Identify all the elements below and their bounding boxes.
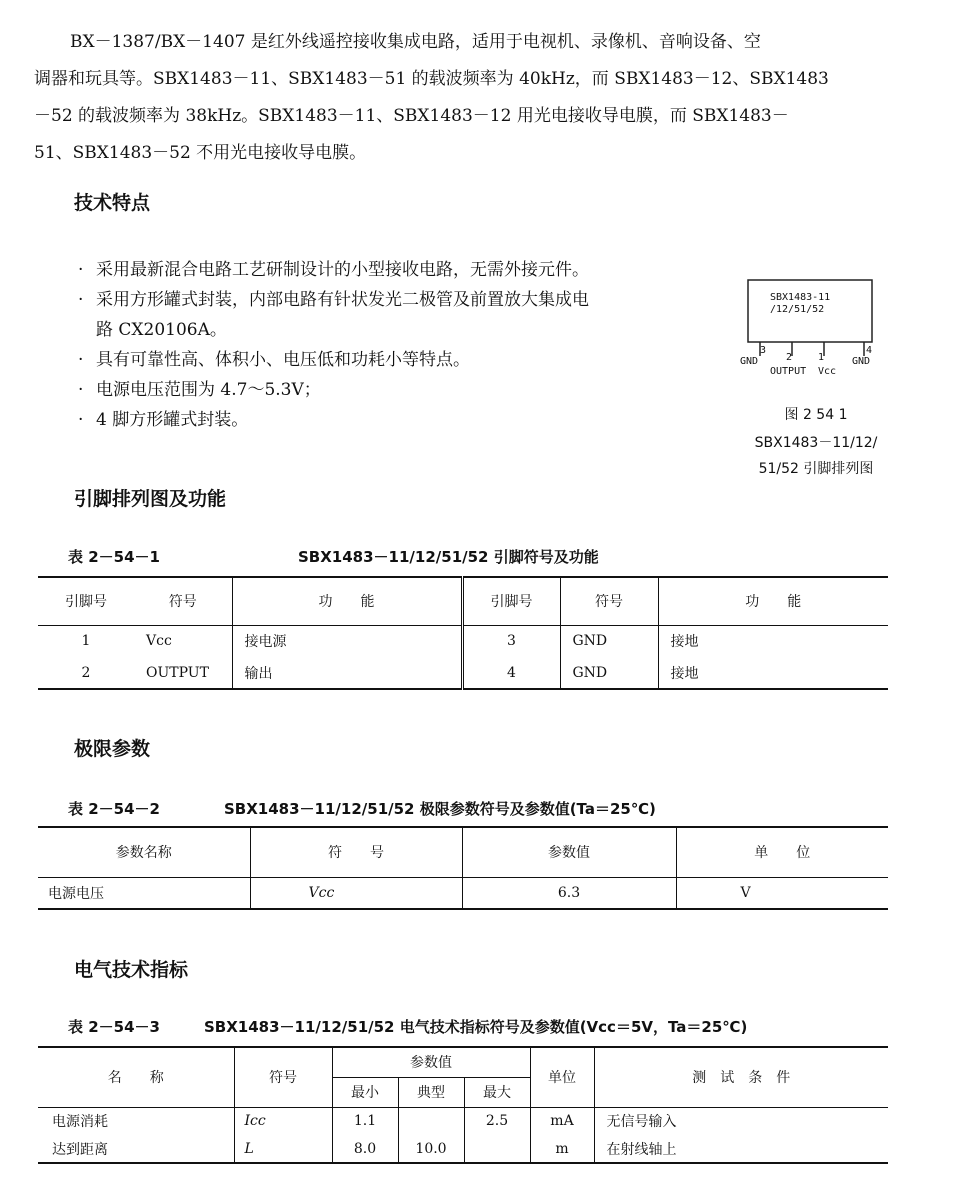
pin-number-2: 2 (786, 352, 793, 363)
table1-pin-functions (38, 576, 888, 690)
header-max: 最大 (464, 1077, 530, 1107)
table-header-row (38, 1047, 888, 1077)
cell-function: 接地 (670, 634, 699, 651)
pin-number-4: 4 (866, 345, 873, 356)
header-symbol: 符 号 (250, 827, 462, 877)
cell-name: 达到距离 (38, 1135, 234, 1163)
cell-symbol: Vcc (250, 877, 462, 909)
cell-symbol: GND (560, 625, 658, 657)
table2-caption (68, 798, 888, 818)
features-list (76, 255, 736, 435)
table3-title: SBX1483－11/12/51/52 电气技术指标符号及参数值(Vcc＝5V，Ta＝25℃) (204, 1018, 748, 1036)
pin-label-vcc: Vcc (818, 366, 837, 377)
cell-pin: 4 (462, 657, 560, 689)
feature-item: · 采用方形罐式封装，内部电路有针状发光二极管及前置放大集成电 (76, 285, 736, 315)
cell-symbol: L (234, 1135, 332, 1163)
pin-number-3: 3 (760, 345, 767, 356)
cell-pin: 2 (81, 664, 91, 681)
cell-function: 接地 (670, 665, 699, 682)
header-symbol: 符号 (560, 577, 658, 625)
cell-symbol: Icc (234, 1107, 332, 1135)
intro-line-1: BX－1387/BX－1407 是红外线遥控接收集成电路，适用于电视机、录像机、音响设备、空 (70, 32, 761, 52)
table-header-row (38, 827, 888, 877)
table1-number: 表 2－54－1 (68, 548, 160, 566)
chip-label-line-1: SBX1483-11 (770, 292, 831, 303)
header-param-values: 参数值 (332, 1047, 530, 1077)
table3-electrical-specs (38, 1046, 888, 1164)
header-pin-no: 引脚号 (462, 577, 560, 625)
intro-paragraph (34, 24, 904, 172)
pin-label-output: OUTPUT (770, 366, 807, 377)
cell-value: 6.3 (462, 877, 676, 909)
intro-line-2: 调器和玩具等。SBX1483－11、SBX1483－51 的载波频率为 40kHz，而 SBX1483－12、SBX1483 (34, 69, 829, 89)
header-typ: 典型 (398, 1077, 464, 1107)
figure-caption-number: 图 2 54 1 (784, 407, 848, 423)
table-row (38, 657, 888, 689)
cell-pin: 3 (462, 625, 560, 657)
pin-label-gnd-left: GND (740, 356, 759, 367)
header-name: 名 称 (38, 1047, 234, 1107)
cell-symbol: Vcc (134, 625, 232, 657)
cell-typ (398, 1107, 464, 1135)
header-unit: 单 位 (754, 845, 811, 862)
header-min: 最小 (332, 1077, 398, 1107)
header-pin-no: 引脚号 (65, 594, 107, 611)
table-row (38, 1107, 888, 1135)
header-value: 参数值 (462, 827, 676, 877)
intro-line-4: 51、SBX1483－52 不用光电接收导电膜。 (34, 143, 367, 163)
cell-max (464, 1135, 530, 1163)
chip-label-line-2: /12/51/52 (770, 304, 825, 315)
table1-caption (68, 546, 888, 566)
table2-limit-parameters (38, 826, 888, 910)
cell-typ: 10.0 (398, 1135, 464, 1163)
cell-pin: 1 (81, 633, 91, 650)
cell-function: 接电源 (232, 625, 462, 657)
header-symbol: 符号 (234, 1047, 332, 1107)
header-function: 功 能 (745, 594, 802, 611)
cell-name: 电源消耗 (38, 1107, 234, 1135)
cell-test-condition: 无信号输入 (606, 1114, 677, 1131)
intro-line-3: －52 的载波频率为 38kHz。SBX1483－11、SBX1483－12 用光电接收导电膜，而 SBX1483－ (34, 106, 789, 126)
figure-caption-model: SBX1483－11/12/ (754, 435, 878, 451)
electrical-section-heading: 电气技术指标 (74, 959, 189, 981)
feature-item: · 4 脚方形罐式封装。 (76, 405, 736, 435)
cell-symbol: OUTPUT (134, 657, 232, 689)
limits-section-heading: 极限参数 (74, 738, 151, 760)
feature-item-continuation: 路 CX20106A。 (96, 320, 227, 340)
header-param-name: 参数名称 (38, 827, 250, 877)
cell-max: 2.5 (464, 1107, 530, 1135)
feature-item: · 电源电压范围为 4.7～5.3V； (76, 375, 736, 405)
cell-test-condition: 在射线轴上 (606, 1141, 677, 1158)
table3-caption (68, 1016, 898, 1036)
cell-min: 1.1 (332, 1107, 398, 1135)
header-unit: 单位 (530, 1047, 594, 1107)
table-header-row (38, 577, 888, 625)
table-row (38, 1135, 888, 1163)
header-test-conditions: 测 试 条 件 (594, 1047, 888, 1107)
pin-label-gnd-right: GND (852, 356, 871, 367)
table1-title: SBX1483－11/12/51/52 引脚符号及功能 (298, 548, 599, 566)
cell-min: 8.0 (332, 1135, 398, 1163)
cell-symbol: GND (560, 657, 658, 689)
header-function: 功 能 (232, 577, 462, 625)
feature-item: · 具有可靠性高、体积小、电压低和功耗小等特点。 (76, 345, 736, 375)
table3-number: 表 2－54－3 (68, 1018, 160, 1036)
cell-param-name: 电源电压 (38, 877, 250, 909)
pin-number-1: 1 (818, 352, 825, 363)
cell-unit: mA (530, 1107, 594, 1135)
features-heading: 技术特点 (74, 192, 151, 214)
table2-number: 表 2－54－2 (68, 800, 160, 818)
figure-caption-title: 51/52 引脚排列图 (758, 461, 874, 477)
cell-unit: m (530, 1135, 594, 1163)
feature-item: · 采用最新混合电路工艺研制设计的小型接收电路，无需外接元件。 (76, 255, 736, 285)
cell-function: 输出 (232, 657, 462, 689)
cell-unit: V (740, 884, 751, 901)
header-symbol: 符号 (134, 577, 232, 625)
pins-section-heading: 引脚排列图及功能 (74, 488, 227, 510)
table2-title: SBX1483－11/12/51/52 极限参数符号及参数值(Ta＝25℃) (224, 800, 656, 818)
pin-diagram-figure (726, 268, 906, 478)
table-row (38, 877, 888, 909)
table-row (38, 625, 888, 657)
